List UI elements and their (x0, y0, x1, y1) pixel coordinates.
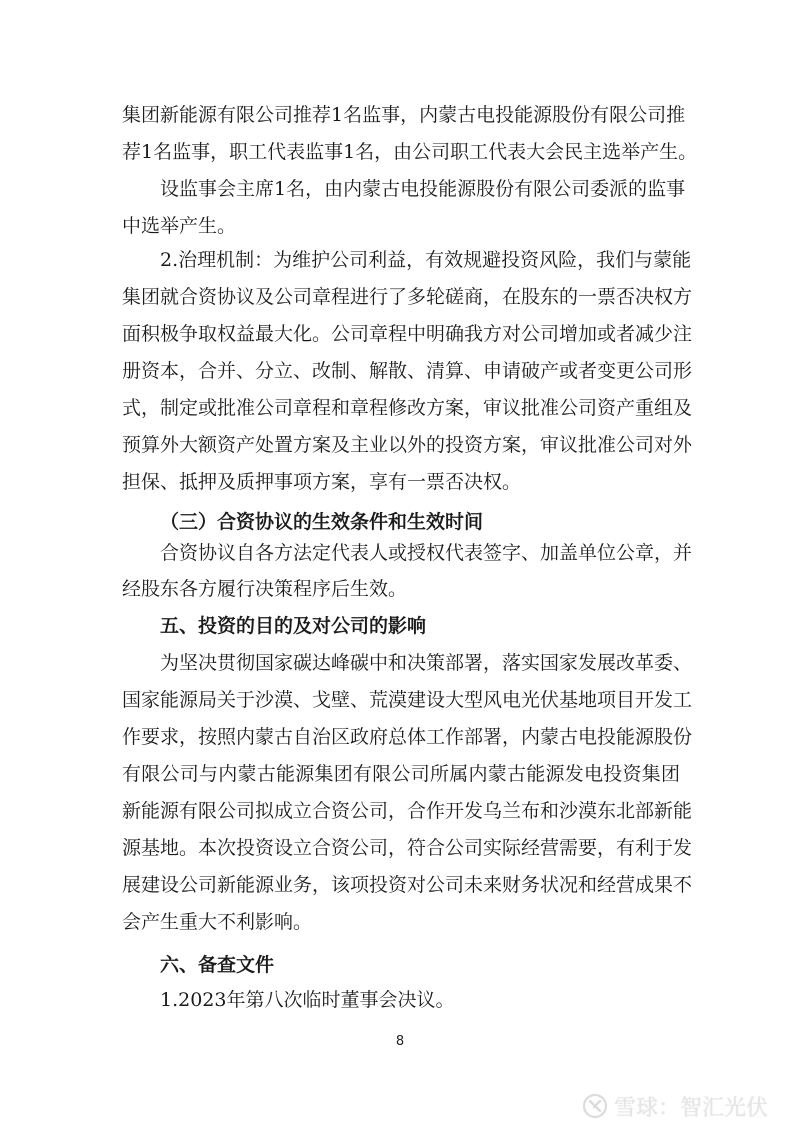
text-line: 作要求，按照内蒙古自治区政府总体工作部署，内蒙古电投能源股份 (122, 726, 693, 748)
text-line: 为坚决贯彻国家碳达峰碳中和决策部署，落实国家发展改革委、 (160, 652, 693, 674)
text-line: 集团新能源有限公司推荐1名监事，内蒙古电投能源股份有限公司推 (122, 104, 686, 126)
text-line: 式，制定或批准公司章程和章程修改方案，审议批准公司资产重组及 (122, 397, 693, 419)
text-line: 1.2023年第八次临时董事会决议。 (160, 989, 455, 1011)
text-line: 设监事会主席1名，由内蒙古电投能源股份有限公司委派的监事 (160, 178, 686, 200)
text-line: 预算外大额资产处置方案及主业以外的投资方案，审议批准公司对外 (122, 434, 693, 456)
section-heading: （三）合资协议的生效条件和生效时间 (160, 511, 484, 533)
text-line: 新能源有限公司拟成立合资公司，合作开发乌兰布和沙漠东北部新能 (122, 800, 693, 822)
text-line: 合资协议自各方法定代表人或授权代表签字、加盖单位公章，并 (160, 542, 693, 564)
text-line: 册资本，合并、分立、改制、解散、清算、申请破产或者变更公司形 (122, 360, 693, 382)
text-line: 源基地。本次投资设立合资公司，符合公司实际经营需要，有利于发 (122, 837, 693, 859)
text-line: 2.治理机制：为维护公司利益，有效规避投资风险，我们与蒙能 (160, 249, 692, 271)
xueqiu-logo-icon (582, 1093, 608, 1119)
watermark (582, 1090, 768, 1122)
page-number: 8 (395, 1034, 405, 1049)
text-line: 国家能源局关于沙漠、戈壁、荒漠建设大型风电光伏基地项目开发工 (122, 689, 693, 711)
section-heading: 五、投资的目的及对公司的影响 (160, 615, 427, 637)
text-line: 会产生重大不利影响。 (122, 911, 313, 933)
watermark-text: 雪球：智汇光伏 (614, 1095, 769, 1121)
text-line: 集团就合资协议及公司章程进行了多轮磋商，在股东的一票否决权方 (122, 286, 693, 308)
text-line: 有限公司与内蒙古能源集团有限公司所属内蒙古能源发电投资集团 (122, 763, 680, 785)
text-line: 荐1名监事，职工代表监事1名，由公司职工代表大会民主选举产生。 (122, 141, 698, 163)
text-line: 展建设公司新能源业务，该项投资对公司未来财务状况和经营成果不 (122, 874, 693, 896)
text-line: 面积极争取权益最大化。公司章程中明确我方对公司增加或者减少注 (122, 323, 693, 345)
text-line: 中选举产生。 (122, 215, 237, 237)
section-heading: 六、备查文件 (160, 954, 275, 976)
text-line: 经股东各方履行决策程序后生效。 (122, 578, 408, 600)
text-line: 担保、抵押及质押事项方案，享有一票否决权。 (122, 471, 522, 493)
